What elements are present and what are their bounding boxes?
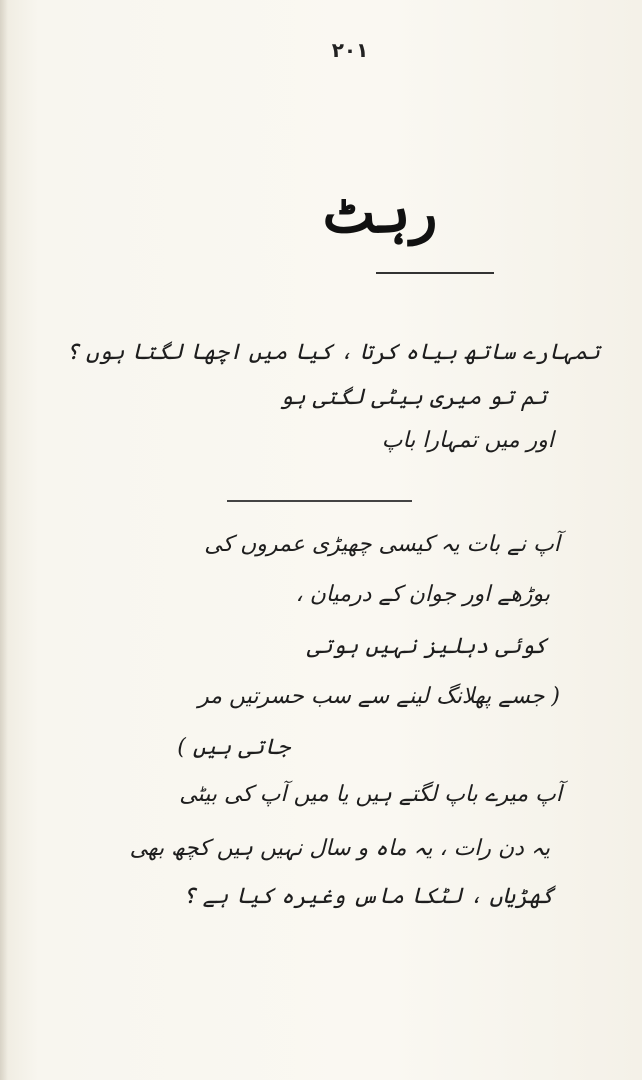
poem2-line-6: آپ میرے باپ لگتے ہیں یا میں آپ کی بیٹی: [179, 782, 562, 807]
poem1-line-3: اور میں تمہارا باپ: [381, 428, 554, 453]
poem2-line-3: کوئی دہلیز نہیں ہوتی: [306, 634, 547, 659]
poem2-line-5: جاتی ہیں ): [177, 735, 290, 760]
title-underline: [376, 272, 494, 274]
page-binding-shadow: [0, 0, 8, 1080]
poem1-line-1: تمہارے ساتھ بیاہ کرتا ، کیا میں اچھا لگتا ہوں ؟: [66, 340, 600, 365]
poem2-line-1: آپ نے بات یہ کیسی چھیڑی عمروں کی: [204, 532, 560, 557]
poem-title: رہٹ: [322, 180, 438, 246]
poem2-line-4: ( جسے پھلانگ لینے سے سب حسرتیں مر: [198, 684, 560, 709]
poem2-line-2: بوڑھے اور جوان کے درمیان ،: [295, 582, 550, 607]
page-number: ۲۰۱: [331, 38, 369, 62]
poem1-line-2: تم تو میری بیٹی لگتی ہو: [280, 385, 547, 410]
section-divider: [227, 500, 412, 502]
poem2-line-7: یہ دن رات ، یہ ماہ و سال نہیں ہیں کچھ بھی: [129, 836, 550, 861]
poem2-line-8: گھڑیاں ، لٹکا ماس وغیرہ کیا ہے ؟: [182, 884, 554, 909]
